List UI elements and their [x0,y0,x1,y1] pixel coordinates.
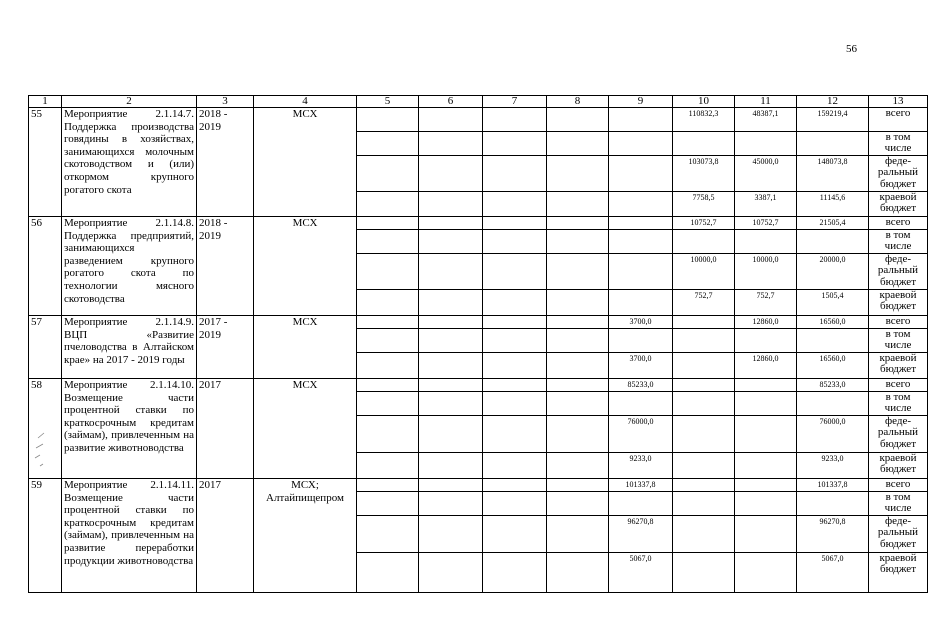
amount-total: 20000,0 [797,254,869,290]
amount-2017: 101337,8 [609,479,673,492]
empty-cell [547,479,609,492]
empty-cell [419,416,483,453]
empty-cell [483,290,547,316]
amount-2018 [673,379,735,392]
empty-cell [483,132,547,156]
empty-cell [419,553,483,593]
measure-name: Мероприятие 2.1.14.9. ВЦП «Развитие пчеловодства в Алтайском крае» на 2017 - 2019 годы [62,316,197,379]
amount-2019: 752,7 [735,290,797,316]
amount-2018 [673,316,735,329]
empty-cell [483,392,547,416]
header-cell: 12 [797,96,869,108]
empty-cell [357,479,419,492]
empty-cell [357,290,419,316]
amount-total: 159219,4 [797,108,869,132]
amount-2019 [735,329,797,353]
empty-cell [357,353,419,379]
amount-2019 [735,230,797,254]
funding-source: феде-ральный бюджет [869,416,928,453]
amount-total: 1505,4 [797,290,869,316]
amount-2018: 103073,8 [673,156,735,192]
empty-cell [419,353,483,379]
header-cell: 7 [483,96,547,108]
amount-2019 [735,479,797,492]
empty-cell [483,492,547,516]
table-row [29,479,928,492]
empty-cell [547,416,609,453]
funding-source: в том числе [869,492,928,516]
funding-source: в том числе [869,132,928,156]
empty-cell [419,108,483,132]
amount-2017: 3700,0 [609,353,673,379]
empty-cell [357,492,419,516]
amount-2019 [735,132,797,156]
empty-cell [483,156,547,192]
amount-total [797,392,869,416]
empty-cell [483,108,547,132]
header-cell: 1 [29,96,62,108]
table-row [29,108,928,132]
table-row [29,316,928,329]
empty-cell [419,156,483,192]
empty-cell [483,516,547,553]
amount-2017: 9233,0 [609,453,673,479]
amount-2019: 10752,7 [735,217,797,230]
amount-2017 [609,492,673,516]
header-cell: 11 [735,96,797,108]
amount-2017 [609,290,673,316]
funding-source: всего [869,108,928,132]
amount-2018: 10000,0 [673,254,735,290]
empty-cell [483,254,547,290]
empty-cell [483,416,547,453]
period-years: 2017 [197,479,254,593]
amount-total: 101337,8 [797,479,869,492]
empty-cell [419,230,483,254]
empty-cell [357,316,419,329]
amount-2017 [609,132,673,156]
empty-cell [483,479,547,492]
row-number: 56 [29,217,62,316]
amount-2017 [609,254,673,290]
amount-2017 [609,108,673,132]
measure-name: Мероприятие 2.1.14.10. Возмещение части процентной ставки по краткосрочным кредитам (займам), привлеченным на развитие животноводства [62,379,197,479]
empty-cell [547,553,609,593]
empty-cell [483,379,547,392]
amount-total: 9233,0 [797,453,869,479]
margin-pencil-marks [32,430,54,470]
amount-2018: 110832,3 [673,108,735,132]
executor: МСХ; Алтайпищепром [254,479,357,593]
amount-2017: 76000,0 [609,416,673,453]
empty-cell [419,329,483,353]
amount-2018 [673,516,735,553]
amount-2019 [735,553,797,593]
empty-cell [357,453,419,479]
funding-source: краевой бюджет [869,290,928,316]
measure-name: Мероприятие 2.1.14.11. Возмещение части процентной ставки по краткосрочным кредитам (займам), привлеченным на развитие переработки продукции животноводства [62,479,197,593]
executor: МСХ [254,108,357,217]
amount-2019: 48387,1 [735,108,797,132]
empty-cell [419,217,483,230]
header-cell: 4 [254,96,357,108]
empty-cell [357,379,419,392]
amount-2019 [735,516,797,553]
empty-cell [547,516,609,553]
amount-2019: 3387,1 [735,192,797,217]
amount-2018 [673,492,735,516]
amount-2019 [735,492,797,516]
amount-2018: 10752,7 [673,217,735,230]
empty-cell [547,329,609,353]
amount-2017 [609,230,673,254]
executor: МСХ [254,217,357,316]
empty-cell [357,217,419,230]
amount-2019 [735,416,797,453]
amount-total: 16560,0 [797,316,869,329]
row-number: 57 [29,316,62,379]
empty-cell [357,192,419,217]
amount-2019: 10000,0 [735,254,797,290]
amount-2018 [673,453,735,479]
empty-cell [547,379,609,392]
empty-cell [419,254,483,290]
funding-source: феде-ральный бюджет [869,156,928,192]
funding-source: в том числе [869,230,928,254]
amount-2018 [673,230,735,254]
empty-cell [547,132,609,156]
header-cell: 13 [869,96,928,108]
header-row [29,96,928,108]
empty-cell [547,108,609,132]
empty-cell [357,254,419,290]
amount-2017: 3700,0 [609,316,673,329]
amount-2019 [735,392,797,416]
empty-cell [547,217,609,230]
empty-cell [547,230,609,254]
empty-cell [547,353,609,379]
amount-total: 5067,0 [797,553,869,593]
funding-source: краевой бюджет [869,553,928,593]
empty-cell [547,254,609,290]
empty-cell [419,192,483,217]
amount-2018 [673,479,735,492]
amount-total: 148073,8 [797,156,869,192]
amount-2017 [609,192,673,217]
measure-name: Мероприятие 2.1.14.8. Поддержка предприятий, занимающихся разведением крупного рогатого скота по технологии мясного скотоводства [62,217,197,316]
program-measures-table [28,95,928,593]
empty-cell [357,108,419,132]
amount-2017 [609,329,673,353]
empty-cell [547,192,609,217]
empty-cell [547,492,609,516]
empty-cell [357,156,419,192]
empty-cell [547,392,609,416]
header-cell: 2 [62,96,197,108]
amount-2017: 5067,0 [609,553,673,593]
empty-cell [357,553,419,593]
header-cell: 3 [197,96,254,108]
amount-total [797,492,869,516]
funding-source: в том числе [869,392,928,416]
funding-source: феде-ральный бюджет [869,254,928,290]
row-number: 58 [29,379,62,479]
funding-source: всего [869,379,928,392]
period-years: 2017 [197,379,254,479]
amount-2018 [673,353,735,379]
funding-source: краевой бюджет [869,353,928,379]
empty-cell [547,156,609,192]
row-number: 55 [29,108,62,217]
amount-2018 [673,132,735,156]
amount-2019 [735,379,797,392]
amount-total: 16560,0 [797,353,869,379]
funding-source: всего [869,217,928,230]
amount-2017 [609,156,673,192]
amount-total: 21505,4 [797,217,869,230]
row-number: 59 [29,479,62,593]
amount-total: 96270,8 [797,516,869,553]
empty-cell [483,316,547,329]
empty-cell [419,516,483,553]
empty-cell [483,553,547,593]
amount-2019: 12860,0 [735,353,797,379]
header-cell: 8 [547,96,609,108]
page-number: 56 [846,43,857,55]
empty-cell [419,453,483,479]
amount-2018 [673,416,735,453]
amount-total: 76000,0 [797,416,869,453]
empty-cell [419,392,483,416]
empty-cell [357,392,419,416]
empty-cell [357,416,419,453]
funding-source: краевой бюджет [869,453,928,479]
empty-cell [419,492,483,516]
amount-total: 85233,0 [797,379,869,392]
amount-total [797,132,869,156]
amount-2018 [673,553,735,593]
empty-cell [419,132,483,156]
funding-source: всего [869,479,928,492]
amount-2019 [735,453,797,479]
amount-total [797,329,869,353]
period-years: 2018 - 2019 [197,108,254,217]
funding-source: феде-ральный бюджет [869,516,928,553]
empty-cell [483,230,547,254]
amount-2019: 45000,0 [735,156,797,192]
empty-cell [483,192,547,217]
amount-2018 [673,392,735,416]
empty-cell [547,290,609,316]
empty-cell [419,316,483,329]
empty-cell [357,230,419,254]
amount-total [797,230,869,254]
empty-cell [357,329,419,353]
header-cell: 9 [609,96,673,108]
amount-total: 11145,6 [797,192,869,217]
table-row [29,379,928,392]
empty-cell [547,316,609,329]
table-row [29,217,928,230]
amount-2017 [609,392,673,416]
empty-cell [483,453,547,479]
empty-cell [419,379,483,392]
executor: МСХ [254,379,357,479]
funding-source: краевой бюджет [869,192,928,217]
measure-name: Мероприятие 2.1.14.7. Поддержка производства говядины в хозяйствах, занимающихся молочным скотоводством и (или) откормом крупного рогатого скота [62,108,197,217]
amount-2019: 12860,0 [735,316,797,329]
empty-cell [547,453,609,479]
funding-source: всего [869,316,928,329]
amount-2017 [609,217,673,230]
empty-cell [357,132,419,156]
amount-2018: 752,7 [673,290,735,316]
header-cell: 5 [357,96,419,108]
amount-2017: 85233,0 [609,379,673,392]
header-cell: 6 [419,96,483,108]
executor: МСХ [254,316,357,379]
empty-cell [419,479,483,492]
amount-2017: 96270,8 [609,516,673,553]
amount-2018 [673,329,735,353]
header-cell: 10 [673,96,735,108]
empty-cell [357,516,419,553]
empty-cell [483,353,547,379]
empty-cell [419,290,483,316]
amount-2018: 7758,5 [673,192,735,217]
empty-cell [483,217,547,230]
funding-source: в том числе [869,329,928,353]
period-years: 2018 - 2019 [197,217,254,316]
period-years: 2017 - 2019 [197,316,254,379]
empty-cell [483,329,547,353]
